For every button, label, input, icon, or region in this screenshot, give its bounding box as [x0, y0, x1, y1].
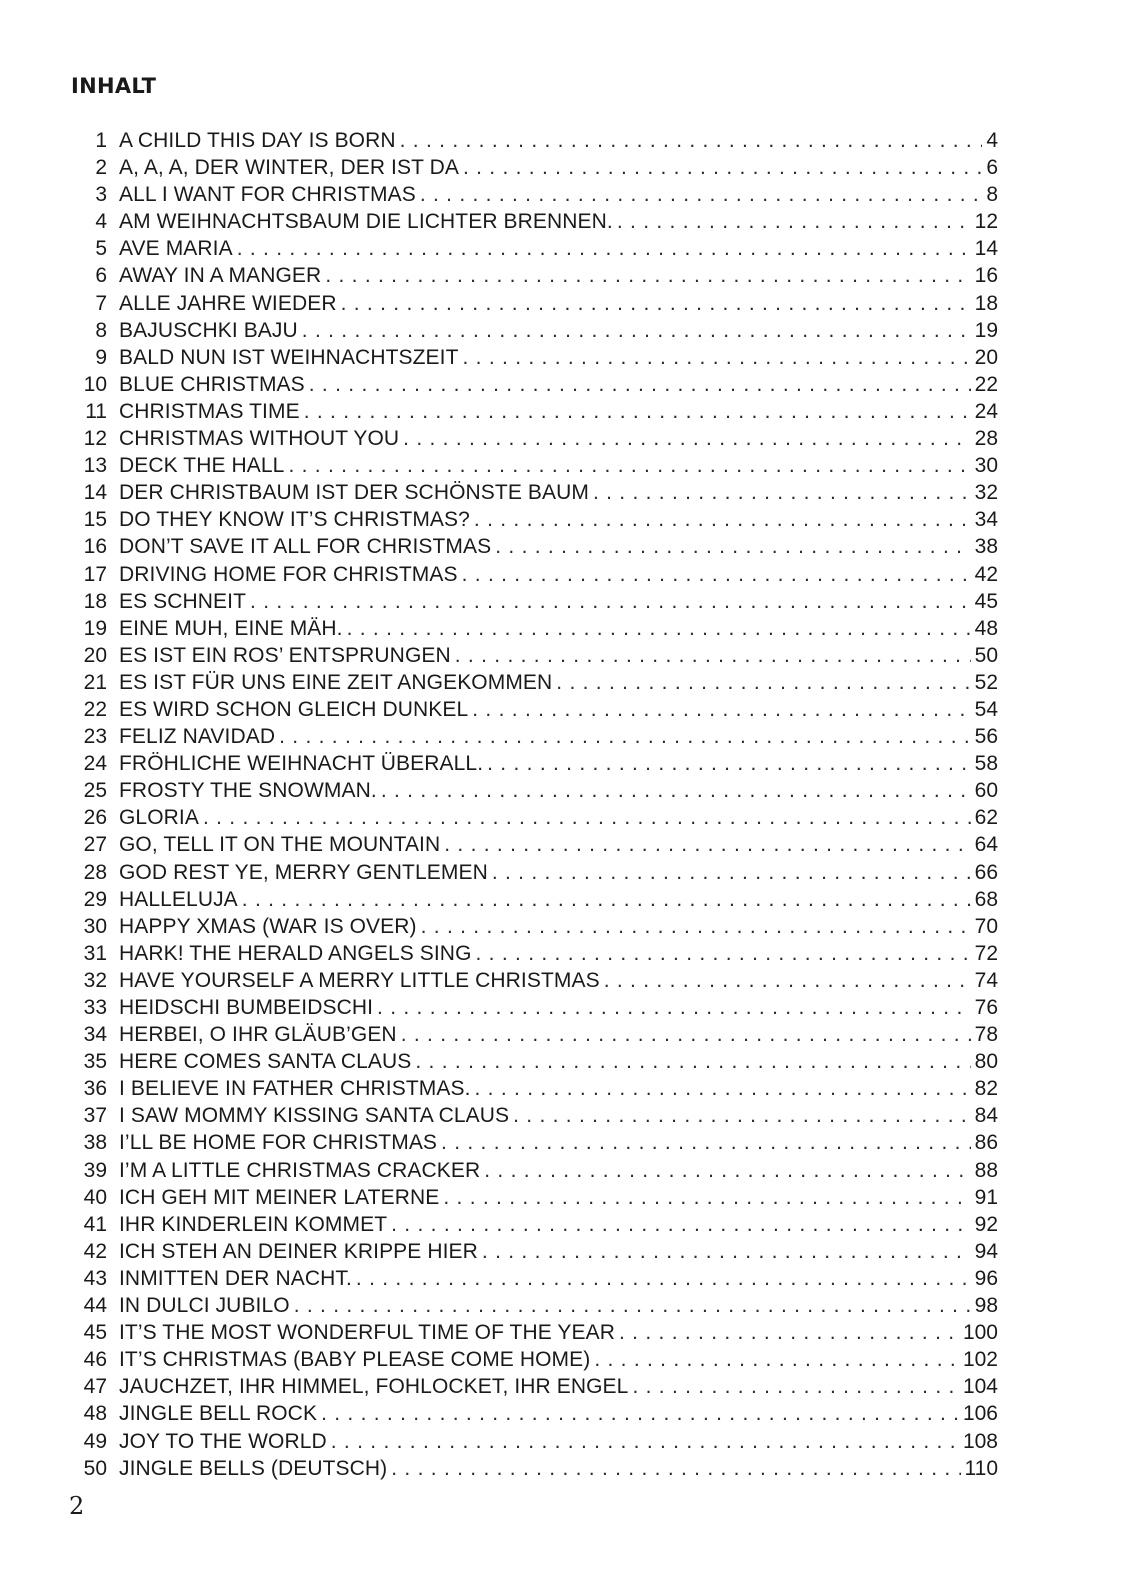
dot-leader — [421, 913, 971, 940]
entry-title: ALLE JAHRE WIEDER — [119, 291, 337, 315]
entry-number: 14 — [83, 481, 107, 505]
entry-title: I’LL BE HOME FOR CHRISTMAS — [119, 1131, 438, 1155]
toc-entry — [71, 127, 998, 154]
entry-number: 1 — [95, 129, 107, 152]
entry-number: 15 — [83, 508, 107, 532]
dot-leader — [556, 669, 970, 696]
dot-leader — [475, 1075, 971, 1102]
dot-leader — [304, 398, 971, 425]
entry-page: 12 — [974, 210, 998, 234]
entry-title: GO, TELL IT ON THE MOUNTAIN — [119, 833, 441, 857]
entry-title: A CHILD THIS DAY IS BORN — [119, 129, 396, 152]
entry-number: 7 — [95, 291, 107, 315]
entry-page: 84 — [974, 1104, 998, 1128]
dot-leader — [619, 1319, 959, 1346]
entry-title: AVE MARIA — [119, 237, 233, 261]
entry-page: 45 — [974, 589, 998, 613]
entry-page: 20 — [974, 345, 998, 369]
dot-leader — [495, 533, 970, 560]
entry-title: FROSTY THE SNOWMAN. — [119, 779, 377, 803]
toc-entry — [71, 669, 998, 696]
entry-number: 16 — [83, 535, 107, 559]
entry-page: 54 — [974, 697, 998, 721]
dot-leader — [513, 1102, 971, 1129]
entry-title: BAJUSCHKI BAJU — [119, 318, 298, 342]
entry-number: 22 — [83, 697, 107, 721]
entry-title: FELIZ NAVIDAD — [119, 725, 276, 749]
entry-number: 24 — [83, 752, 107, 776]
toc-entry — [71, 1400, 998, 1427]
entry-page: 58 — [974, 752, 998, 776]
toc-entry — [71, 1157, 998, 1184]
entry-number: 8 — [95, 318, 107, 342]
toc-entry — [71, 1428, 998, 1455]
dot-leader — [381, 777, 971, 804]
toc-entry — [71, 1373, 998, 1400]
dot-leader — [492, 859, 971, 886]
entry-page: 52 — [974, 670, 998, 694]
entry-title: AWAY IN A MANGER — [119, 264, 322, 288]
entry-number: 37 — [83, 1104, 107, 1128]
entry-page: 28 — [974, 427, 998, 451]
toc-entry — [71, 235, 998, 262]
entry-title: CHRISTMAS TIME — [119, 399, 300, 423]
toc-entry — [71, 886, 998, 913]
toc-entry — [71, 1455, 998, 1482]
dot-leader — [347, 615, 971, 642]
toc-entry — [71, 777, 998, 804]
toc-entry — [71, 533, 998, 560]
entry-number: 42 — [83, 1239, 107, 1263]
toc-entry — [71, 940, 998, 967]
entry-number: 6 — [95, 264, 107, 288]
entry-number: 41 — [83, 1212, 107, 1236]
dot-leader — [455, 642, 971, 669]
entry-page: 50 — [974, 643, 998, 667]
entry-title: IHR KINDERLEIN KOMMET — [119, 1212, 388, 1236]
entry-page: 8 — [986, 183, 998, 207]
entry-number: 50 — [83, 1456, 107, 1480]
entry-title: AM WEIHNACHTSBAUM DIE LICHTER BRENNEN. — [119, 210, 613, 234]
toc-entry — [71, 1265, 998, 1292]
toc-entry — [71, 425, 998, 452]
dot-leader — [294, 1292, 971, 1319]
toc-entry — [71, 371, 998, 398]
toc-entry — [71, 452, 998, 479]
entry-title: HEIDSCHI BUMBEIDSCHI — [119, 996, 374, 1019]
entry-page: 24 — [974, 399, 998, 423]
entry-page: 76 — [974, 996, 998, 1019]
entry-page: 80 — [974, 1050, 998, 1074]
entry-title: CHRISTMAS WITHOUT YOU — [119, 427, 400, 451]
entry-page: 92 — [974, 1212, 998, 1236]
dot-leader — [487, 750, 971, 777]
entry-page: 78 — [974, 1023, 998, 1047]
toc-entry — [71, 154, 998, 181]
entry-page: 96 — [974, 1266, 998, 1290]
entry-page: 56 — [974, 725, 998, 749]
toc-entry — [71, 1102, 998, 1129]
entry-page: 19 — [974, 318, 998, 342]
dot-leader — [462, 561, 971, 588]
toc-entry — [71, 290, 998, 317]
dot-leader — [403, 425, 970, 452]
dot-leader — [594, 1346, 959, 1373]
entry-page: 60 — [974, 779, 998, 803]
entry-page: 104 — [962, 1375, 998, 1399]
toc-entry — [71, 1129, 998, 1156]
entry-title: HAPPY XMAS (WAR IS OVER) — [119, 914, 417, 938]
entry-page: 14 — [974, 237, 998, 261]
entry-title: BALD NUN IST WEIHNACHTSZEIT — [119, 345, 459, 369]
entry-page: 100 — [962, 1321, 998, 1345]
entry-number: 33 — [83, 996, 107, 1019]
entry-page: 42 — [974, 562, 998, 586]
toc-entry — [71, 588, 998, 615]
entry-page: 82 — [974, 1077, 998, 1101]
toc-entry — [71, 615, 998, 642]
entry-title: IT’S THE MOST WONDERFUL TIME OF THE YEAR — [119, 1321, 616, 1345]
dot-leader — [203, 804, 971, 831]
entry-number: 12 — [83, 427, 107, 451]
entry-page: 22 — [974, 372, 998, 396]
entry-number: 40 — [83, 1185, 107, 1209]
entry-title: ICH GEH MIT MEINER LATERNE — [119, 1185, 440, 1209]
entry-number: 3 — [95, 183, 107, 207]
toc-entry — [71, 1021, 998, 1048]
entry-title: HARK! THE HERALD ANGELS SING — [119, 941, 472, 965]
dot-leader — [331, 1428, 959, 1455]
dot-leader — [237, 235, 971, 262]
dot-leader — [242, 886, 971, 913]
entry-number: 5 — [95, 237, 107, 261]
dot-leader — [279, 723, 971, 750]
dot-leader — [476, 940, 971, 967]
toc-entry — [71, 696, 998, 723]
entry-number: 34 — [83, 1023, 107, 1047]
entry-page: 88 — [974, 1158, 998, 1182]
dot-leader — [443, 1184, 970, 1211]
entry-page: 108 — [962, 1429, 998, 1453]
dot-leader — [391, 1455, 960, 1482]
entry-number: 20 — [83, 643, 107, 667]
dot-leader — [325, 262, 970, 289]
dot-leader — [321, 1400, 959, 1427]
dot-leader — [463, 344, 971, 371]
dot-leader — [341, 290, 971, 317]
toc-entry — [71, 398, 998, 425]
dot-leader — [472, 696, 970, 723]
entry-title: DER CHRISTBAUM IST DER SCHÖNSTE BAUM — [119, 481, 589, 505]
entry-number: 11 — [85, 399, 107, 423]
entry-number: 46 — [83, 1348, 107, 1372]
page-number: 2 — [69, 1492, 85, 1520]
entry-number: 38 — [83, 1131, 107, 1155]
entry-number: 25 — [83, 779, 107, 803]
entry-page: 102 — [962, 1348, 998, 1372]
entry-number: 10 — [83, 372, 107, 396]
toc-entry — [71, 262, 998, 289]
entry-title: DO THEY KNOW IT’S CHRISTMAS? — [119, 508, 470, 532]
dot-leader — [391, 1211, 971, 1238]
entry-number: 18 — [83, 589, 107, 613]
entry-title: BLUE CHRISTMAS — [119, 372, 305, 396]
entry-page: 72 — [974, 941, 998, 965]
entry-title: I’M A LITTLE CHRISTMAS CRACKER — [119, 1158, 481, 1182]
entry-title: IT’S CHRISTMAS (BABY PLEASE COME HOME) — [119, 1348, 591, 1372]
entry-page: 64 — [974, 833, 998, 857]
entry-number: 35 — [83, 1050, 107, 1074]
entry-page: 91 — [974, 1185, 998, 1209]
dot-leader — [302, 317, 971, 344]
toc-heading: INHALT — [71, 74, 157, 98]
toc-entry — [71, 181, 998, 208]
entry-page: 94 — [974, 1239, 998, 1263]
entry-title: ES IST EIN ROS’ ENTSPRUNGEN — [119, 643, 451, 667]
entry-title: DECK THE HALL — [119, 454, 285, 478]
dot-leader — [309, 371, 971, 398]
entry-number: 49 — [83, 1429, 107, 1453]
dot-leader — [484, 1157, 970, 1184]
entry-number: 48 — [83, 1402, 107, 1426]
entry-number: 23 — [83, 725, 107, 749]
entry-title: GOD REST YE, MERRY GENTLEMEN — [119, 860, 488, 884]
entry-number: 45 — [83, 1321, 107, 1345]
entry-number: 4 — [95, 210, 107, 234]
entry-number: 21 — [83, 670, 107, 694]
toc-entry — [71, 804, 998, 831]
toc-entry — [71, 1319, 998, 1346]
entry-title: JAUCHZET, IHR HIMMEL, FOHLOCKET, IHR ENGEL — [119, 1375, 629, 1399]
dot-leader — [482, 1238, 971, 1265]
toc-entry — [71, 1238, 998, 1265]
dot-leader — [617, 208, 971, 235]
entry-title: ES WIRD SCHON GLEICH DUNKEL — [119, 697, 469, 721]
entry-title: JOY TO THE WORLD — [119, 1429, 327, 1453]
entry-page: 6 — [986, 156, 998, 180]
toc-entry — [71, 1211, 998, 1238]
entry-title: GLORIA — [119, 806, 199, 830]
dot-leader — [604, 967, 971, 994]
entry-page: 34 — [974, 508, 998, 532]
toc-entry — [71, 1184, 998, 1211]
entry-title: DON’T SAVE IT ALL FOR CHRISTMAS — [119, 535, 492, 559]
dot-leader — [593, 479, 971, 506]
dot-leader — [250, 588, 971, 615]
entry-page: 106 — [962, 1402, 998, 1426]
toc-entry — [71, 1346, 998, 1373]
dot-leader — [441, 1129, 971, 1156]
entry-title: ES IST FÜR UNS EINE ZEIT ANGEKOMMEN — [119, 670, 553, 694]
toc-entry — [71, 967, 998, 994]
entry-number: 31 — [83, 941, 107, 965]
toc-entry — [71, 479, 998, 506]
toc-entry — [71, 913, 998, 940]
toc-entry — [71, 642, 998, 669]
entry-page: 32 — [974, 481, 998, 505]
entry-number: 27 — [83, 833, 107, 857]
entry-title: I BELIEVE IN FATHER CHRISTMAS. — [119, 1077, 471, 1101]
entry-title: I SAW MOMMY KISSING SANTA CLAUS — [119, 1104, 510, 1128]
dot-leader — [474, 506, 971, 533]
entry-page: 38 — [974, 535, 998, 559]
toc-entry — [71, 723, 998, 750]
toc-entry — [71, 994, 998, 1021]
entry-number: 2 — [95, 156, 107, 180]
entry-page: 86 — [974, 1131, 998, 1155]
entry-title: JINGLE BELLS (DEUTSCH) — [119, 1456, 388, 1480]
toc-entry — [71, 561, 998, 588]
toc-entry — [71, 317, 998, 344]
entry-number: 26 — [83, 806, 107, 830]
entry-number: 29 — [83, 887, 107, 911]
entry-title: INMITTEN DER NACHT. — [119, 1266, 352, 1290]
entry-page: 18 — [974, 291, 998, 315]
entry-page: 62 — [974, 806, 998, 830]
entry-title: JINGLE BELL ROCK — [119, 1402, 318, 1426]
entry-title: HERBEI, O IHR GLÄUB’GEN — [119, 1023, 397, 1047]
entry-title: A, A, A, DER WINTER, DER IST DA — [119, 156, 459, 180]
entry-number: 44 — [83, 1294, 107, 1318]
toc-entry — [71, 208, 998, 235]
entry-number: 47 — [83, 1375, 107, 1399]
entry-page: 16 — [974, 264, 998, 288]
entry-number: 28 — [83, 860, 107, 884]
entry-number: 19 — [83, 616, 107, 640]
toc-entry — [71, 859, 998, 886]
entry-page: 74 — [974, 968, 998, 992]
toc-entry — [71, 344, 998, 371]
entry-title: ES SCHNEIT — [119, 589, 247, 613]
entry-title: DRIVING HOME FOR CHRISTMAS — [119, 562, 458, 586]
entry-number: 36 — [83, 1077, 107, 1101]
entry-page: 4 — [986, 129, 998, 152]
dot-leader — [401, 1021, 971, 1048]
entry-title: ICH STEH AN DEINER KRIPPE HIER — [119, 1239, 478, 1263]
entry-title: HAVE YOURSELF A MERRY LITTLE CHRISTMAS — [119, 968, 600, 992]
entry-number: 32 — [83, 968, 107, 992]
entry-number: 13 — [83, 454, 107, 478]
dot-leader — [356, 1265, 971, 1292]
entry-number: 30 — [83, 914, 107, 938]
entry-title: ALL I WANT FOR CHRISTMAS — [119, 183, 416, 207]
entry-page: 68 — [974, 887, 998, 911]
dot-leader — [400, 127, 983, 154]
entry-title: EINE MUH, EINE MÄH. — [119, 616, 343, 640]
entry-title: HERE COMES SANTA CLAUS — [119, 1050, 412, 1074]
dot-leader — [288, 452, 970, 479]
entry-page: 30 — [974, 454, 998, 478]
dot-leader — [415, 1048, 970, 1075]
entry-page: 98 — [974, 1294, 998, 1318]
table-of-contents — [71, 127, 998, 1482]
toc-entry — [71, 750, 998, 777]
entry-number: 9 — [95, 345, 107, 369]
toc-entry — [71, 506, 998, 533]
entry-page: 110 — [964, 1456, 998, 1480]
dot-leader — [444, 831, 970, 858]
entry-page: 48 — [974, 616, 998, 640]
entry-page: 70 — [974, 914, 998, 938]
entry-number: 43 — [83, 1266, 107, 1290]
dot-leader — [420, 181, 982, 208]
toc-entry — [71, 831, 998, 858]
entry-title: FRÖHLICHE WEIHNACHT ÜBERALL. — [119, 752, 484, 776]
toc-entry — [71, 1075, 998, 1102]
entry-title: IN DULCI JUBILO — [119, 1294, 290, 1318]
entry-page: 66 — [974, 860, 998, 884]
dot-leader — [377, 994, 971, 1021]
toc-entry — [71, 1048, 998, 1075]
entry-title: HALLELUJA — [119, 887, 238, 911]
dot-leader — [463, 154, 982, 181]
toc-entry — [71, 1292, 998, 1319]
entry-number: 17 — [83, 562, 107, 586]
dot-leader — [632, 1373, 959, 1400]
entry-number: 39 — [83, 1158, 107, 1182]
